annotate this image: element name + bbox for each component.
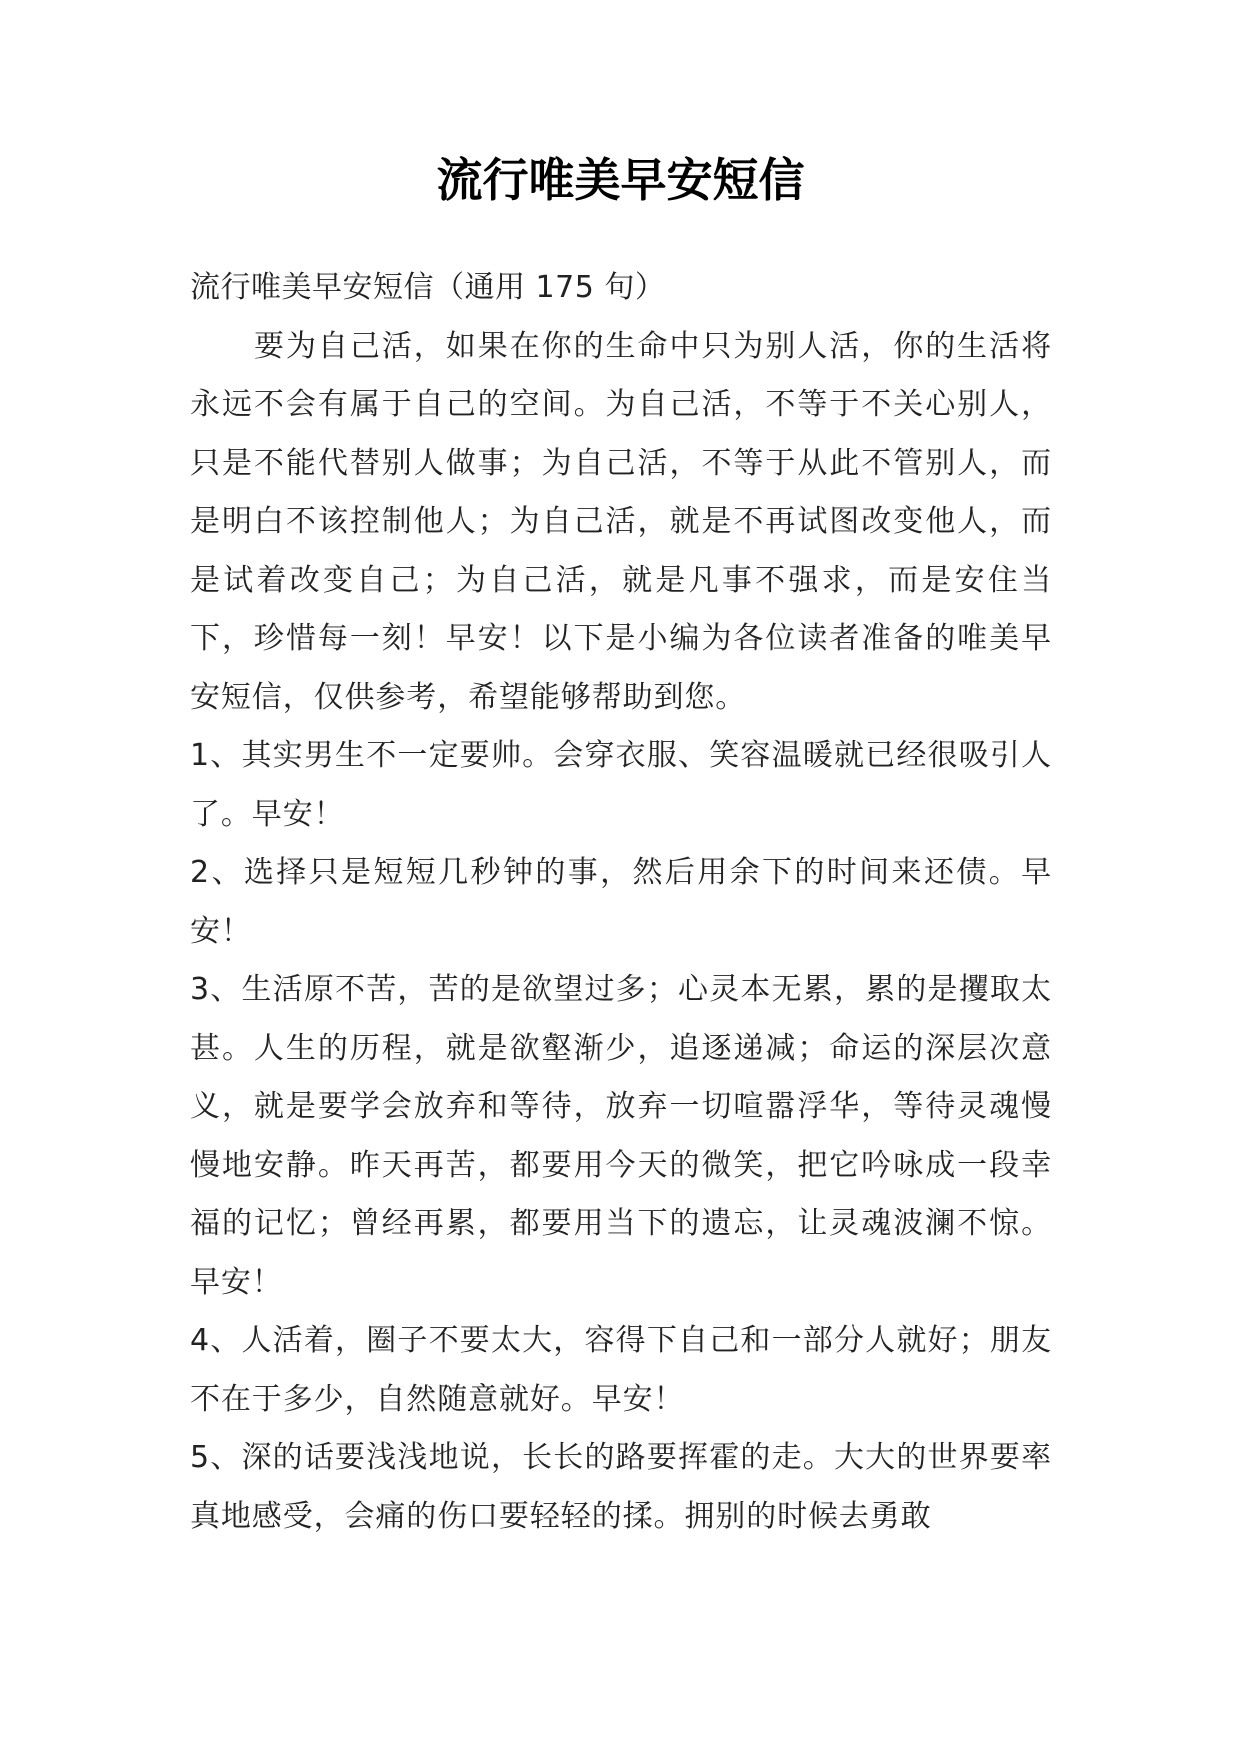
list-item: 5、深的话要浅浅地说，长长的路要挥霍的走。大大的世界要率真地感受，会痛的伤口要轻轻的揉。拥别的时候去勇敢 [190,1440,1052,1534]
document-body [190,259,1052,1546]
document-title: 流行唯美早安短信 [436,153,805,207]
intro-paragraph: 要为自己活，如果在你的生命中只为别人活，你的生活将永远不会有属于自己的空间。为自己活，不等于不关心别人，只是不能代替别人做事；为自己活，不等于从此不管别人，而是明白不该控制他人；为自己活，就是不再试图改变他人，而是试着改变自己；为自己活，就是凡事不强求，而是安住当下，珍惜每一刻！早安！以下是小编为各位读者准备的唯美早安短信，仅供参考，希望能够帮助到您。 [190,328,1052,715]
list-item: 2、选择只是短短几秒钟的事，然后用余下的时间来还债。早安！ [190,855,1052,949]
list-item: 4、人活着，圈子不要太大，容得下自己和一部分人就好；朋友不在于多少，自然随意就好。早安！ [190,1323,1052,1417]
document-subtitle: 流行唯美早安短信（通用 175 句） [190,270,666,305]
list-item: 1、其实男生不一定要帅。会穿衣服、笑容温暖就已经很吸引人了。早安！ [190,738,1052,832]
list-item: 3、生活原不苦，苦的是欲望过多；心灵本无累，累的是攫取太甚。人生的历程，就是欲壑渐少，追逐递减；命运的深层次意义，就是要学会放弃和等待，放弃一切喧嚣浮华，等待灵魂慢慢地安静。昨天再苦，都要用今天的微笑，把它吟咏成一段幸福的记忆；曾经再累，都要用当下的遗忘，让灵魂波澜不惊。早安！ [190,972,1052,1300]
